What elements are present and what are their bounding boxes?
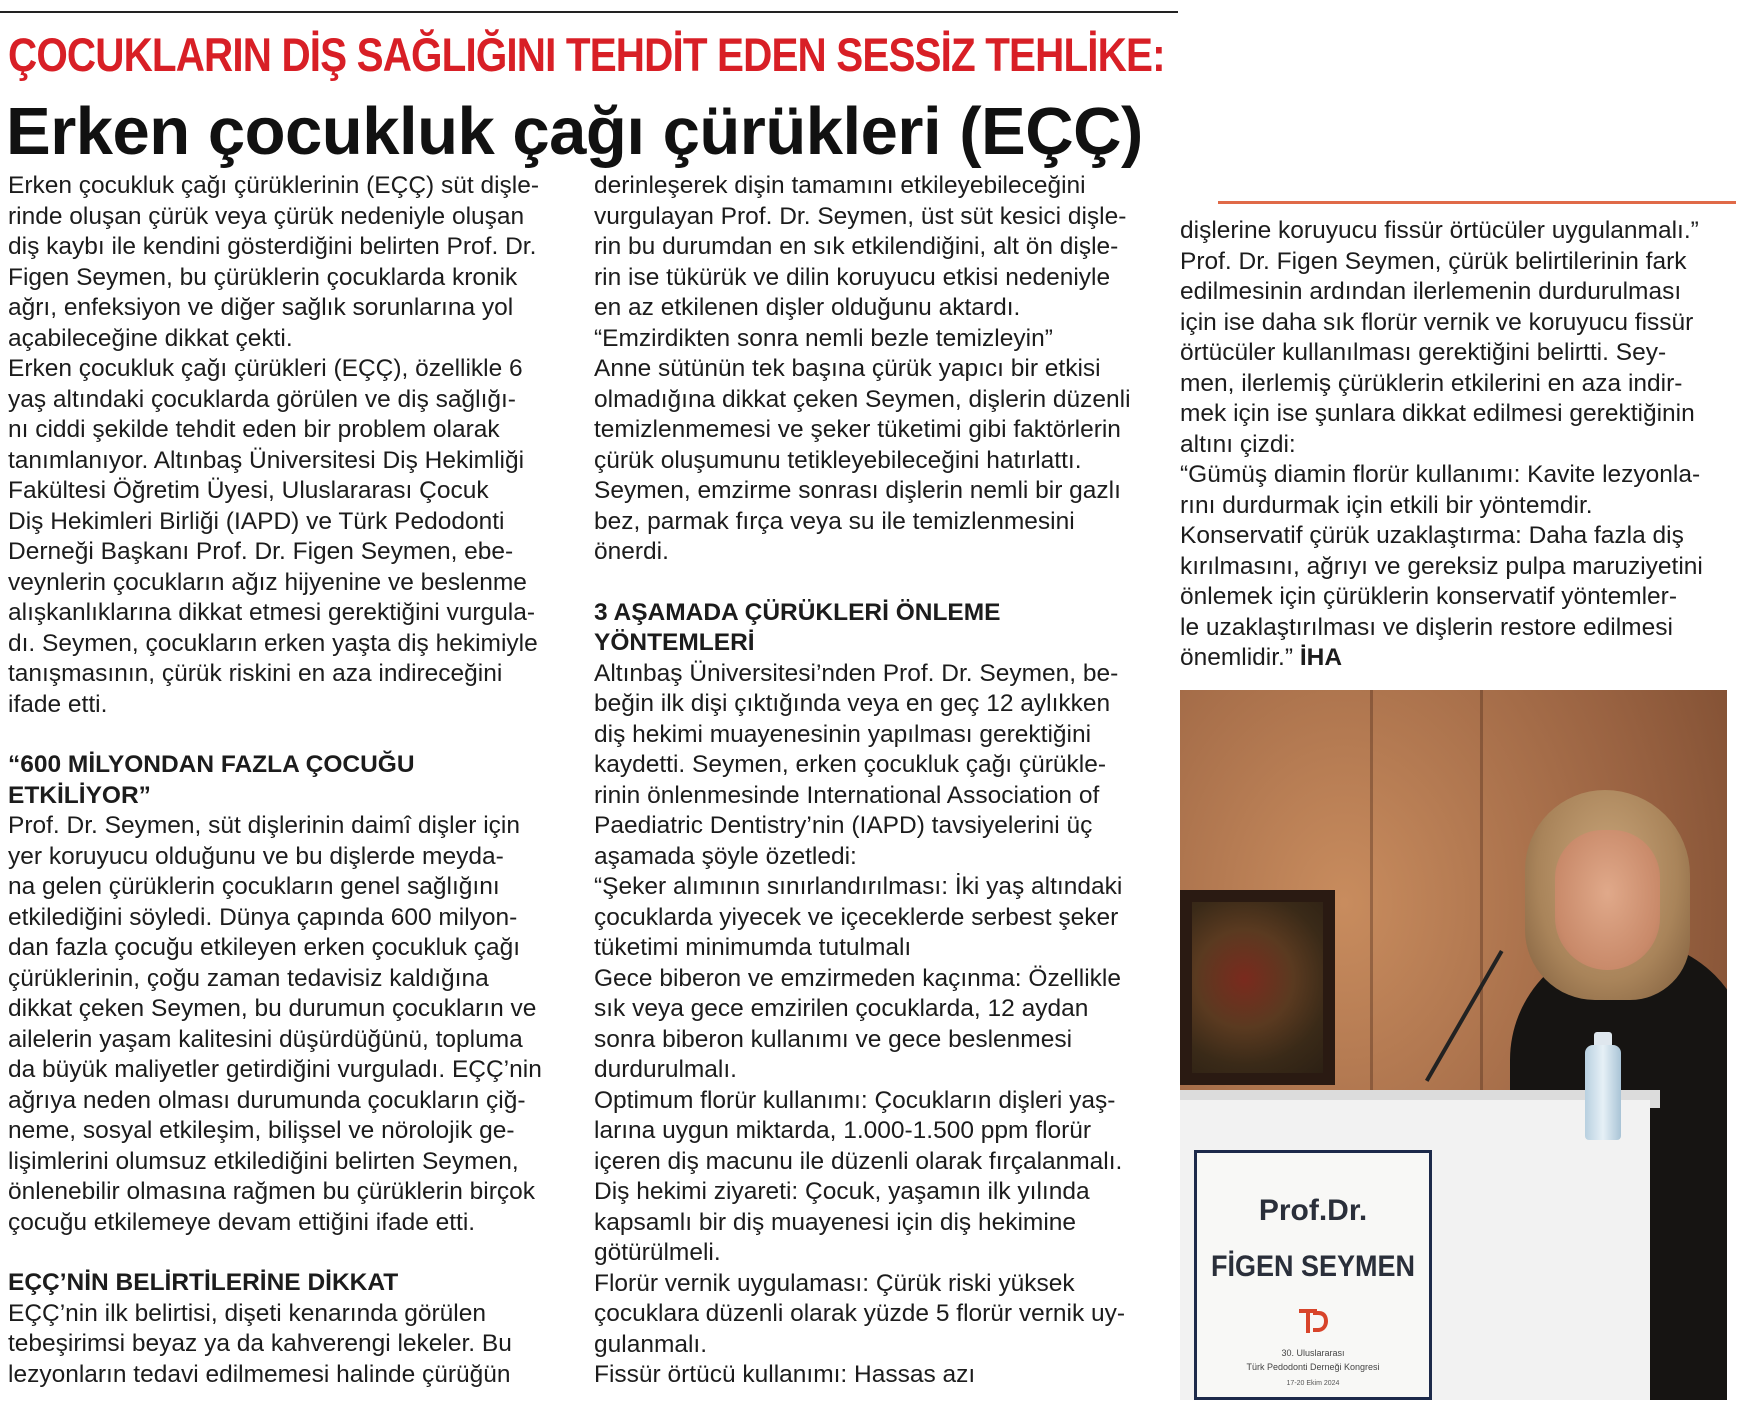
column-1-intro-line: alışkanlıklarına dikkat etmesi gerektiğini vurgula- — [8, 599, 535, 626]
column-3-body-line: “Gümüş diamin florür kullanımı: Kavite lezyonla- — [1180, 461, 1701, 488]
column-2-intro-line: Anne sütünün tek başına çürük yapıcı bir etkisi — [594, 355, 1101, 382]
column-3-body-line: önlemek için çürüklerin konservatif yöntemler- — [1180, 583, 1677, 610]
column-1-intro-line: dı. Seymen, çocukların erken yaşta diş hekimiyle — [8, 629, 538, 657]
column-1-intro-line: veynlerin çocukların ağız hijyenine ve beslenme — [8, 568, 527, 596]
screen-title: Prof.Dr. — [1258, 1194, 1368, 1227]
column-1-body-line: çürüklerinin, çoğu zaman tedavisiz kaldığına — [8, 964, 489, 992]
column-1-body-line: etkilediğini söyledi. Dünya çapında 600 milyon- — [8, 903, 518, 931]
column-2-body-line: Paediatric Dentistry’nin (IAPD) tavsiyelerini üç — [594, 812, 1093, 839]
column-1-intro-line: ifade etti. — [8, 690, 108, 718]
column-1-body-line: dan fazla çocuğu etkileyen erken çocukluk çağı — [8, 934, 521, 961]
article-kicker: ÇOCUKLARIN DİŞ SAĞLIĞINI TEHDİT EDEN SESSİZ TEHLİKE: — [8, 28, 1165, 81]
column-1-body-line: neme, sosyal etkileşim, bilişsel ve nörolojik ge- — [8, 1117, 515, 1144]
column-2-body-line: içeren diş macunu ile düzenli olarak fırçalanmalı. — [594, 1147, 1123, 1175]
column-2-intro-line: en az etkilenen dişler olduğunu aktardı. — [594, 294, 1021, 321]
column-3-accent-rule — [1218, 201, 1736, 204]
column-1-intro-line: rinde oluşan çürük veya çürük nedeniyle oluşan — [8, 202, 525, 230]
column-2-intro-line: temizlenmemesi ve şeker tüketimi gibi faktörlerin — [594, 416, 1121, 443]
column-2-intro-line: vurgulayan Prof. Dr. Seymen, üst süt kesici dişle- — [594, 202, 1127, 230]
column-1-body-line: lişimlerini olumsuz etkilediğini belirten Seymen, — [8, 1147, 519, 1175]
column-1-tail — [8, 1299, 583, 1391]
column-2 — [594, 171, 1169, 1391]
column-2-body-line: Altınbaş Üniversitesi’nden Prof. Dr. Seymen, be- — [594, 659, 1119, 687]
column-3-body-line: altını çizdi: — [1180, 430, 1296, 458]
screen-line-2: Türk Pedodonti Derneği Kongresi — [1246, 1362, 1380, 1372]
column-1-tail-line: EÇÇ’nin ilk belirtisi, dişeti kenarında görülen — [8, 1299, 486, 1327]
subhead-600-million-line-2: ETKİLİYOR” — [8, 781, 151, 809]
agency-credit: İHA — [1299, 644, 1343, 671]
column-1-intro-line: tanışmasının, çürük riskini en aza indireceğini — [8, 660, 503, 687]
column-2-body — [594, 659, 1169, 1391]
screen-line-3: 17-20 Ekim 2024 — [1286, 1380, 1340, 1387]
speaker-photo — [1180, 690, 1727, 1400]
column-3-body-line: Prof. Dr. Figen Seymen, çürük belirtilerinin fark — [1180, 247, 1687, 275]
column-1-intro-line: ağrı, enfeksiyon ve diğer sağlık sorunlarına yol — [8, 294, 514, 321]
column-1-body-line: yer koruyucu olduğunu ve bu dişlerde meyda- — [8, 842, 504, 870]
article-headline: Erken çocukluk çağı çürükleri (EÇÇ) — [6, 94, 1143, 169]
column-2-intro-line: Seymen, emzirme sonrası dişlerin nemli bir gazlı — [594, 477, 1121, 504]
column-1-intro-line: Diş Hekimleri Birliği (IAPD) ve Türk Pedodonti — [8, 507, 505, 535]
column-3-last-line — [1180, 643, 1740, 674]
column-1-intro-line: tanımlanıyor. Altınbaş Üniversitesi Diş Hekimliği — [8, 446, 525, 474]
column-3-body-line: rını durdurmak için etkili bir yöntemdir. — [1180, 491, 1593, 519]
column-3-body-line: le uzaklaştırılması ve dişlerin restore edilmesi — [1180, 613, 1673, 641]
column-1-intro — [8, 171, 583, 720]
column-2-body-line: “Şeker alımının sınırlandırılması: İki yaş altındaki — [594, 873, 1123, 900]
column-1-body-line: da büyük maliyetler getirdiğini vurguladı. EÇÇ’nin — [8, 1056, 542, 1083]
column-3-body-line: örtücüler kullanılması gerektiğini belirtti. Sey- — [1180, 339, 1667, 366]
column-2-body-line: larına uygun miktarda, 1.000-1.500 ppm florür — [594, 1117, 1092, 1144]
column-1-body-line: ailelerin yaşam kalitesini düşürdüğünü, topluma — [8, 1025, 523, 1053]
column-2-intro — [594, 171, 1169, 568]
column-1-intro-line: Erken çocukluk çağı çürükleri (EÇÇ), özellikle 6 — [8, 355, 523, 382]
column-1-body-line: Prof. Dr. Seymen, süt dişlerinin daimî dişler için — [8, 812, 520, 839]
column-2-body-line: tüketimi minimumda tutulmalı — [594, 934, 912, 961]
column-3-body-line: Konservatif çürük uzaklaştırma: Daha fazla diş — [1180, 522, 1684, 549]
column-2-intro-line: bez, parmak fırça veya su ile temizlenmesini — [594, 507, 1075, 535]
column-1-tail-line: tebeşirimsi beyaz ya da kahverengi lekeler. Bu — [8, 1330, 512, 1357]
column-2-body-line: kaydetti. Seymen, erken çocukluk çağı çürükle- — [594, 751, 1107, 778]
column-2-body-line: gulanmalı. — [594, 1330, 708, 1358]
column-1-intro-line: diş kaybı ile kendini gösterdiğini belirten Prof. Dr. — [8, 233, 537, 260]
podium-screen — [1194, 1150, 1432, 1400]
column-2-body-line: Florür vernik uygulaması: Çürük riski yüksek — [594, 1269, 1075, 1297]
column-2-body-line: diş hekimi muayenesinin yapılması gerektiğini — [594, 720, 1092, 748]
column-1-tail-line: lezyonların tedavi edilmemesi halinde çürüğün — [8, 1360, 511, 1388]
column-2-intro-line: olmadığına dikkat çeken Seymen, dişlerin düzenli — [594, 385, 1131, 413]
column-2-body-line: çocuklarda yiyecek ve içeceklerde serbest şeker — [594, 903, 1119, 931]
column-2-intro-line: “Emzirdikten sonra nemli bezle temizleyin” — [594, 324, 1053, 352]
column-3-body-line: dişlerine koruyucu fissür örtücüler uygulanmalı.” — [1180, 217, 1699, 244]
column-2-body-line: aşamada şöyle özetledi: — [594, 842, 857, 870]
wall-painting — [1180, 890, 1335, 1085]
column-2-body-line: götürülmeli. — [594, 1239, 721, 1266]
congress-logo-icon — [1295, 1303, 1331, 1339]
column-3-body-line: için ise daha sık florür vernik ve koruyucu fissür — [1180, 308, 1694, 336]
column-2-body-line: çocuklara düzenli olarak yüzde 5 florür vernik uy- — [594, 1300, 1126, 1327]
column-1 — [8, 171, 583, 1390]
column-3 — [1180, 216, 1740, 674]
column-1-intro-line: Derneği Başkanı Prof. Dr. Figen Seymen, ebe- — [8, 538, 514, 565]
column-2-intro-line: rin ise tükürük ve dilin koruyucu etkisi nedeniyle — [594, 263, 1111, 291]
column-1-intro-line: yaş altındaki çocuklarda görülen ve diş sağlığı- — [8, 385, 516, 413]
column-2-body-line: beğin ilk dişi çıktığında veya en geç 12 aylıkken — [594, 690, 1111, 717]
column-2-body-line: sık veya gece emzirilen çocuklarda, 12 aydan — [594, 995, 1089, 1022]
column-1-body-line: önlenebilir olmasına rağmen bu çürüklerin birçok — [8, 1178, 536, 1205]
subhead-prevention-line-1: 3 AŞAMADA ÇÜRÜKLERİ ÖNLEME — [594, 598, 1001, 626]
subhead-symptoms: EÇÇ’NİN BELİRTİLERİNE DİKKAT — [8, 1269, 399, 1296]
subhead-600-million-line-1: “600 MİLYONDAN FAZLA ÇOCUĞU — [8, 751, 415, 778]
column-3-body-line: edilmesinin ardından ilerlemenin durdurulması — [1180, 278, 1682, 305]
column-1-body-line: çocuğu etkilemeye devam ettiğini ifade etti. — [8, 1208, 476, 1236]
column-3-body — [1180, 216, 1740, 643]
column-2-body-line: rinin önlenmesinde International Association of — [594, 781, 1100, 809]
column-1-body-line: ağrıya neden olması durumunda çocukların çiğ- — [8, 1086, 526, 1114]
closing-text: önemlidir.” — [1180, 644, 1294, 671]
column-2-body-line: kapsamlı bir diş muayenesi için diş hekimine — [594, 1208, 1077, 1236]
screen-line-1: 30. Uluslararası — [1281, 1348, 1345, 1358]
water-bottle — [1585, 1045, 1621, 1140]
column-2-body-line: sonra biberon kullanımı ve gece beslenmesi — [594, 1025, 1073, 1053]
column-2-intro-line: rin bu durumdan en sık etkilendiğini, alt ön dişle- — [594, 233, 1119, 260]
column-3-body-line: kırılmasını, ağrıyı ve gereksiz pulpa maruziyetini — [1180, 552, 1703, 580]
screen-name: FİGEN SEYMEN — [1210, 1250, 1416, 1283]
column-3-body-line: men, ilerlemiş çürüklerin etkilerini en aza indir- — [1180, 369, 1683, 397]
column-1-intro-line: Figen Seymen, bu çürüklerin çocuklarda kronik — [8, 263, 518, 291]
column-2-body-line: Diş hekimi ziyareti: Çocuk, yaşamın ilk yılında — [594, 1178, 1090, 1205]
column-3-body-line: mek için ise şunlara dikkat edilmesi gerektiğinin — [1180, 400, 1695, 427]
column-1-intro-line: Erken çocukluk çağı çürüklerinin (EÇÇ) süt dişle- — [8, 172, 540, 199]
column-1-intro-line: Fakültesi Öğretim Üyesi, Uluslararası Çocuk — [8, 477, 489, 504]
column-1-intro-line: nı ciddi şekilde tehdit eden bir problem olarak — [8, 416, 500, 443]
column-2-body-line: Gece biberon ve emzirmeden kaçınma: Özellikle — [594, 964, 1121, 992]
column-1-body-line: na gelen çürüklerin çocukların genel sağlığını — [8, 873, 500, 900]
speaker-face — [1555, 830, 1660, 970]
subhead-prevention-line-2: YÖNTEMLERİ — [594, 629, 755, 656]
column-2-body-line: durdurulmalı. — [594, 1056, 737, 1083]
top-rule — [0, 11, 1178, 13]
column-2-body-line: Optimum florür kullanımı: Çocukların dişleri yaş- — [594, 1086, 1116, 1114]
column-2-intro-line: derinleşerek dişin tamamını etkileyebileceğini — [594, 172, 1086, 199]
column-1-intro-line: açabileceğine dikkat çekti. — [8, 324, 293, 352]
column-2-intro-line: önerdi. — [594, 538, 669, 565]
column-1-body — [8, 811, 583, 1238]
column-1-body-line: dikkat çeken Seymen, bu durumun çocukların ve — [8, 995, 537, 1022]
column-2-body-line: Fissür örtücü kullanımı: Hassas azı — [594, 1361, 976, 1388]
column-2-intro-line: çürük oluşumunu tetikleyebileceğini hatırlattı. — [594, 446, 1082, 474]
